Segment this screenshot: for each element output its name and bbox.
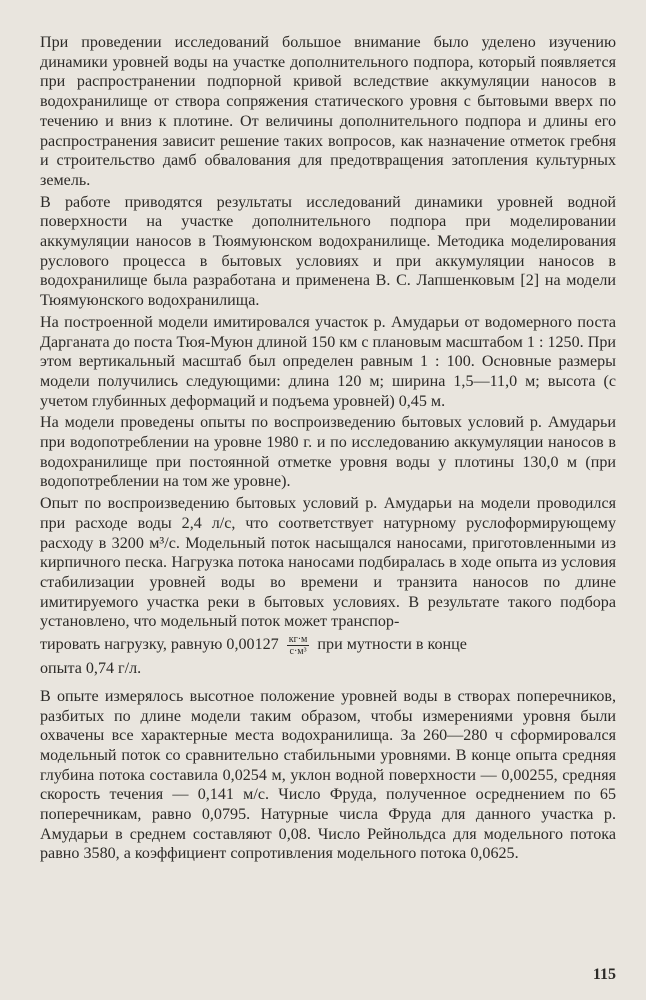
formula-continuation: опыта 0,74 г/л. [40, 660, 142, 678]
units-fraction [287, 634, 310, 657]
fraction-numerator: кг·м [288, 634, 308, 646]
paragraph-4: На модели проведены опыты по воспроизведению бытовых условий р. Амударьи при водопотреблении на уровне 1980 г. и по исследованию аккумуляции наносов в водохранилище при постоянной отметке уровня воды у плотины 130,0 м (при водопотреблении на том же уровне). [40, 414, 616, 491]
page-number: 115 [592, 966, 616, 983]
paragraph-6: В опыте измерялось высотное положение уровней воды в створах поперечников, разбитых по длине модели таким образом, чтобы измерениями уровня были охвачены все характерные места водохранилища. За 260—280 ч сформировался модельный поток со сравнительно стабильными уровнями. В конце опыта средняя глубина потока составила 0,0254 м, уклон водной поверхности — 0,00255, средняя скорость течения — 0,141 м/с. Число Фруда, полученное осреднением по 65 поперечникам, равно 0,0795. Натурные числа Фруда для данного участка р. Амударьи в среднем составляют 0,08. Число Рейнольдса для модельного потока равно 3580, а коэффициент сопротивления модельного потока 0,0625. [40, 687, 616, 863]
paragraph-5: Опыт по воспроизведению бытовых условий р. Амударьи на модели проводился при расходе воды 2,4 л/с, что соответствует натурному руслоформирующему расходу в 3200 м³/с. Модельный поток насыщался наносами, приготовленными из кирпичного песка. Нагрузка потока наносами подбиралась в ходе опыта из условия стабилизации уровней воды во времени и транзита наносов по длине имитируемого участка реки в бытовых условиях. В результате такого подбора установлено, что модельный поток может транспор- [40, 495, 616, 631]
paragraph-2: В работе приводятся результаты исследований динамики уровней водной поверхности на участке дополнительного подпора при моделировании аккумуляции наносов в Тюямуюнском водохранилище. Методика моделирования руслового процесса в бытовых условиях и при аккумуляции наносов в водохранилище была разработана и применена В. С. Лапшенковым [2] на модели Тюямуюнского водохранилища. [40, 193, 616, 310]
formula-after: при мутности в конце [317, 636, 467, 654]
paragraph-1: При проведении исследований большое внимание было уделено изучению динамики уровней воды на участке дополнительного подпора, который появляется при распространении подпорной кривой вследствие аккумуляции наносов в водохранилище от створа сопряжения статического уровня с бытовыми вверх по течению и вниз к плотине. От величины дополнительного подпора и длины его распространения зависит решение таких вопросов, как назначение отметок гребня и строительство дамб обвалования для предотвращения затопления культурных земель. [40, 34, 616, 189]
fraction-denominator: с·м³ [289, 646, 307, 658]
formula-before: тировать нагрузку, равную 0,00127 [40, 636, 279, 654]
formula-line [40, 634, 616, 657]
paragraph-3: На построенной модели имитировался участок р. Амударьи от водомерного поста Дарганата до поста Тюя-Муюн длиной 150 км с плановым масштабом 1 : 1250. При этом вертикальный масштаб был определен равным 1 : 100. Основные размеры модели получились следующими: длина 120 м; ширина 1,5—11,0 м; высота (с учетом глубинных деформаций и подъема уровней) 0,45 м. [40, 313, 616, 410]
